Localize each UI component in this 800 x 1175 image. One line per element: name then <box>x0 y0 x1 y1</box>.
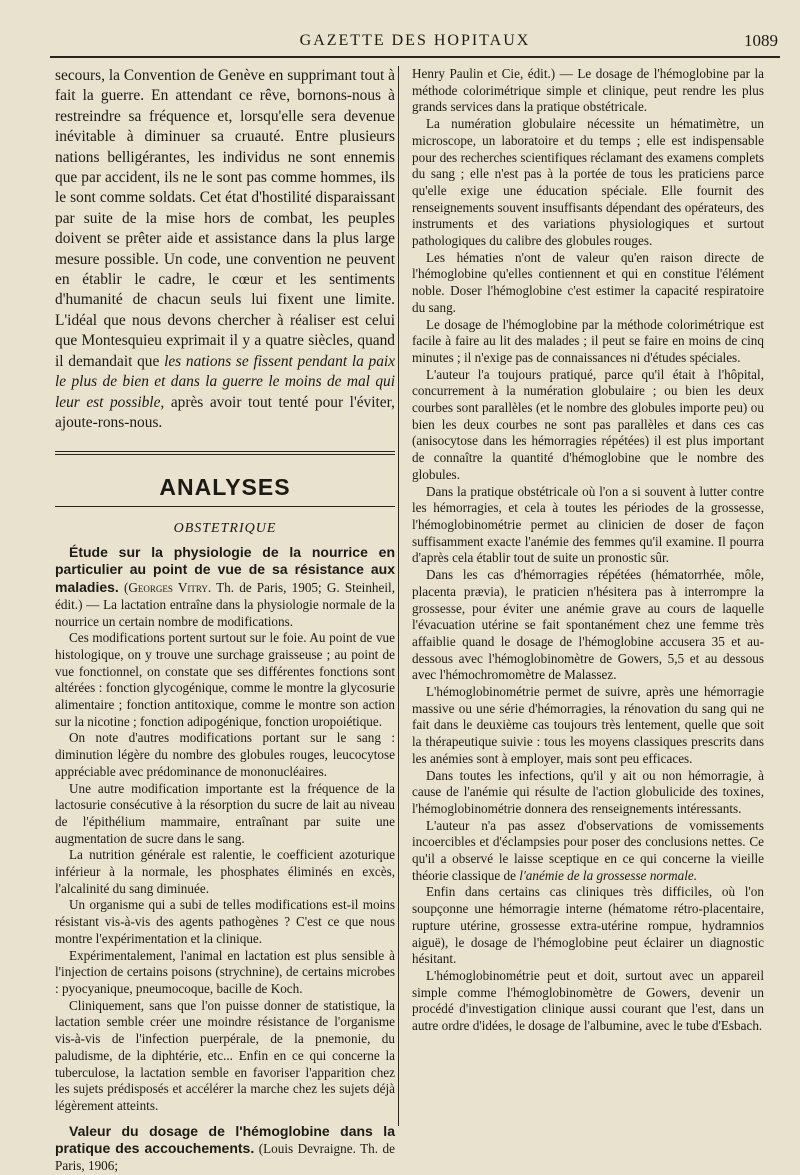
lead-paragraph <box>55 66 395 433</box>
article-2-paragraph: Les hématies n'ont de valeur qu'en raison directe de l'hémoglobine qu'elles contiennent et qui en constitue l'élément noble. Doser l'hémoglobine c'est estimer la capacité respiratoire du sang. <box>412 249 764 315</box>
article-2-paragraph: Enfin dans certains cas cliniques très difficiles, où l'on soupçonne une hémorragie interne (hématome rétro-placentaire, rupture utérine, grossesse extra-utérine rompue, hydramnios aiguë), le dosage de l'hémoglobine peut éclairer un diagnostic hésitant. <box>412 884 764 967</box>
article-1-paragraph: Ces modifications portent surtout sur le foie. Au point de vue histologique, on y trouve une surchage graisseuse ; au point de vue fonctionnel, on constate que ses différentes fonctions sont altérées : fonction glycogénique, comme le montre la glycosurie alimentaire ; fonction antitoxique, comme le montre son action sur la nicotine ; fonction adipogénique, fonction uropoiétique. <box>55 630 395 729</box>
article-2-title: Valeur du dosage de l'hémoglobine dans la pratique des accouchements. <box>55 1122 395 1157</box>
lead-quote: les nations se fissent pendant la paix le plus de bien et dans la guerre le moins de mal qui leur est possible, <box>55 352 396 411</box>
section-separator <box>55 451 395 455</box>
article-1-title: Étude sur la physiologie de la nourrice en particulier au point de vue de sa résistance aux maladies. <box>55 543 395 596</box>
article-2-paragraph-text: L'auteur n'a pas assez d'observations de vomissements incoercibles et d'éclampsies pour poser des conclusions nettes. Ce qu'il a observé le laisse sceptique en ce qui concerne la vieille théorie classique de <box>412 817 764 883</box>
article-2-paragraph: Le dosage de l'hémoglobine par la méthode colorimétrique est facile à faire au lit des malades ; il peut se faire en moins de cinq minutes ; il n'exige pas de connaissances ni d'études spéciales. <box>412 316 764 365</box>
article-1-reference: Th. de Paris, 1905; G. Steinheil, édit.) — La lactation entraîne dans la physiologie normale de la nourrice un certain nombre de modifications. <box>55 580 395 629</box>
article-1-paragraph: Expérimentalement, l'animal en lactation est plus sensible à l'injection de certains poisons (strychnine), de certains microbes : pyocyanique, pneumocoque, bacille de Koch. <box>55 947 395 996</box>
section-rule <box>55 506 395 507</box>
article-1-author: (Georges Vitry. <box>124 580 212 596</box>
lead-end: après avoir tout tenté pour l'éviter, ajoute-rons-nous. <box>55 393 395 431</box>
italic-phrase: l'anémie de la grossesse normale. <box>519 867 698 883</box>
article-2-reference: (Louis Devraigne. Th. de Paris, 1906; <box>55 1141 396 1174</box>
article-2-paragraph: La numération globulaire nécessite un hématimètre, un microscope, un laboratoire et du temps ; elle est indispensable pour des recherches scientifiques réclamant des examens complets du sang ; elle n'est pas à la portée de tous les praticiens parce qu'elle exige une éducation spéciale. Elle fournit des renseignements souvent insuffisants dépendant des opérateurs, des instruments et des variations physiologiques et surtout pathologiques du calibre des globules rouges. <box>412 116 764 249</box>
article-2-paragraph: Dans les cas d'hémorragies répétées (hématorrhée, môle, placenta prævia), le praticien n'hésitera pas à interrompre la grossesse, pour éviter une anémie grave au cours de laquelle l'évacuation utérine se fait spontanément chez une femme très affaiblie quand le dosage de l'hémoglobine accusera 35 et au-dessous avec l'hémoglobinomètre de Gowers, 5,5 et au dessous avec l'hémochromomètre de Malassez. <box>412 567 764 683</box>
article-2-header <box>55 1123 395 1175</box>
article-2-paragraph: Dans la pratique obstétricale où l'on a si souvent à lutter contre les hémorragies, et cela à toutes les périodes de la grossesse, l'hémoglobinométrie permet au clinicien de doser de façon suffisamment exacte l'anémie des femmes qu'il examine. Il pourra d'après cela établir tout de suite un pronostic sûr. <box>412 483 764 566</box>
article-1-paragraph: On note d'autres modifications portant sur le sang : diminution légère du nombre des globules rouges, leucocytose appréciable avec prédominance de mononucléaires. <box>55 730 395 779</box>
article-2-paragraph: Dans toutes les infections, qu'il y ait ou non hémorragie, à cause de l'anémie qui résulte de l'action globulicide des toxines, l'hémoglobinométrie donnera des renseignements intéressants. <box>412 767 764 816</box>
lead-body: secours, la Convention de Genève en supprimant tout à fait la guerre. En attendant ce rêve, bornons-nous à restreindre sa fréquence et, lorsqu'elle sera devenue inévitable à diminuer sa cruauté. Entre plusieurs nations belligérantes, les individus ne sont ennemis que par accident, ils ne le sont pas comme hommes, ils le sont comme soldats. Cet état d'hostilité disparaissant par suite de la mise hors de combat, les peuples doivent se prêter aide et assistance dans la plus large mesure possible. Un code, une convention ne peuvent en établir le cadre, le cœur et les sentiments d'humanité de chacun seuls lui fixent une limite. L'idéal que nous devons chercher à réaliser est celui que Montesquieu exprimait il y a quatre siècles, quand il demandait que <box>55 67 395 370</box>
lead-text-block <box>55 66 395 433</box>
page-number: 1089 <box>744 31 778 50</box>
page-header <box>50 26 780 58</box>
article-1-paragraph: La nutrition générale est ralentie, le coefficient azoturique inférieur à la normale, les phosphates éliminés en excès, l'alcalinité du sang diminuée. <box>55 847 395 896</box>
article-2-paragraph: L'auteur l'a toujours pratiqué, parce qu'il était à l'hôpital, concurrement à la numération globulaire ; ou bien les deux courbes sont parallèles (et le nombre des globules importe peu) ou bien les deux courbes ne sont pas parallèles et dans ces cas (anisocytose dans les hémorragies répétées) il est plus important de connaître la quantité d'hémoglobine que le nombre des globules. <box>412 366 764 482</box>
journal-title: GAZETTE DES HOPITAUX <box>299 32 531 49</box>
article-2-paragraph <box>412 818 764 885</box>
subsection-title: OBSTETRIQUE <box>173 521 277 537</box>
article-1-paragraph: Cliniquement, sans que l'on puisse donner de statistique, la lactation semble créer une moindre résistance de l'organisme vis-à-vis de l'infection puerpérale, de la pnemonie, du paludisme, de la diphtérie, etc... Enfin en ce qui concerne la tuberculose, la lactation semble en favoriser l'apparition chez les sujets prédisposés et accélérer la marche chez les sujets déjà légèrement atteints. <box>55 997 395 1113</box>
article-1-header <box>55 544 395 631</box>
section-title: ANALYSES <box>159 474 291 501</box>
article-1-paragraph: Une autre modification importante est la fréquence de la lactosurie consécutive à la résorption du sucre de lait au niveau de l'épithélium mammaire, entraînant par suite une augmentation de sucre dans le sang. <box>55 780 395 846</box>
article-2-paragraph: Henry Paulin et Cie, édit.) — Le dosage de l'hémoglobine par la méthode colorimétrique simple et clinique, peut rendre les plus grands services dans la pratique obstétricale. <box>412 66 764 115</box>
column-divider <box>398 66 399 1126</box>
article-2-paragraph: L'hémoglobinométrie permet de suivre, après une hémorragie massive ou une série d'hémorragies, la rénovation du sang qui ne fait dans le deuxième cas toujours très lentement, quelle que soit la thérapeutique suivie : tous les moyens classiques prescrits dans les anémies sont à employer, mais sont peu efficaces. <box>412 684 764 766</box>
left-column <box>55 66 396 1174</box>
article-2-paragraph: L'hémoglobinométrie peut et doit, surtout avec un appareil simple comme l'hémoglobinomètre de Gowers, devenir un procédé d'investigation clinique aussi courant que l'est, dans un autre ordre d'idées, le dosage de l'albumine, avec le tube d'Esbach. <box>412 967 764 1034</box>
article-1-paragraph: Un organisme qui a subi de telles modifications est-il moins résistant vis-à-vis des agents pathogènes ? C'est ce que nous montre l'expérimentation et la clinique. <box>55 897 395 946</box>
right-column <box>412 66 764 1126</box>
